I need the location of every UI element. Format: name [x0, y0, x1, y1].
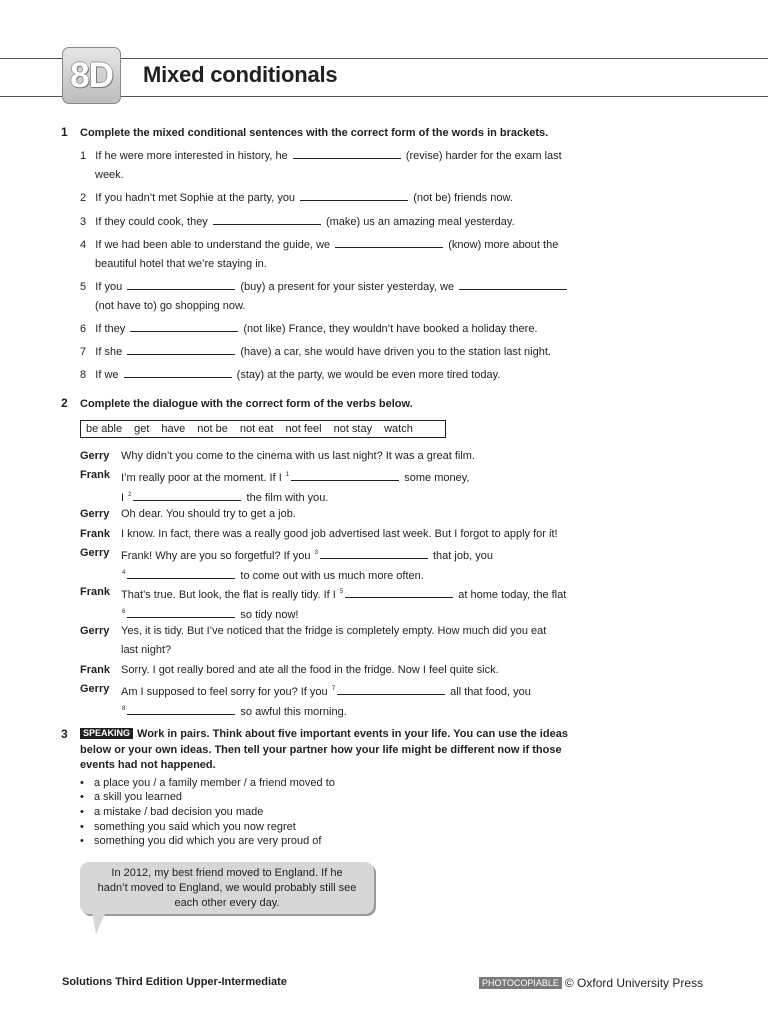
- speech-bubble-tail: [92, 912, 108, 936]
- ex1-item-3: 3 If they could cook, they (make) us an amazing meal yesterday.: [80, 216, 515, 228]
- speaker-gerry: Gerry: [80, 508, 110, 520]
- answer-gap[interactable]: [127, 569, 235, 579]
- speaker-gerry: Gerry: [80, 450, 110, 462]
- ex1-item-1: 1 If he were more interested in history, he (revise) harder for the exam last: [80, 150, 562, 162]
- answer-gap[interactable]: [127, 608, 235, 618]
- speaking-tag: SPEAKING: [80, 728, 133, 739]
- exercise-3-number: 3: [61, 727, 68, 741]
- speaker-frank: Frank: [80, 528, 110, 540]
- ex1-item-1-cont: week.: [95, 169, 124, 181]
- dialogue-line: That’s true. But look, the flat is really tidy. If I $^5$ at home today, the flat: [121, 589, 567, 601]
- dialogue-line: Frank! Why are you so forgetful? If you $^3$ that job, you: [121, 550, 493, 562]
- dialogue-line: $^4$ to come out with us much more often.: [122, 570, 424, 582]
- dialogue-line: I’m really poor at the moment. If I $^1$ some money,: [121, 472, 470, 484]
- exercise-2-number: 2: [61, 396, 68, 410]
- ex1-item-6: 6 If they (not like) France, they wouldn’t have booked a holiday there.: [80, 323, 538, 335]
- speaker-frank: Frank: [80, 469, 110, 481]
- footer-copyright: PHOTOCOPIABLE © Oxford University Press: [479, 976, 703, 990]
- ex1-item-4: 4 If we had been able to understand the guide, we (know) more about the: [80, 239, 559, 251]
- answer-gap[interactable]: [320, 549, 428, 559]
- dialogue-line: Sorry. I got really bored and ate all the food in the fridge. Now I feel quite sick.: [121, 664, 499, 676]
- unit-badge: 8D: [62, 47, 121, 104]
- answer-gap[interactable]: [127, 705, 235, 715]
- answer-gap[interactable]: [133, 491, 241, 501]
- word-option: have: [161, 423, 186, 435]
- dialogue-line: Am I supposed to feel sorry for you? If you $^7$ all that food, you: [121, 686, 531, 698]
- dialogue-line: Oh dear. You should try to get a job.: [121, 508, 296, 520]
- ex1-item-2: 2 If you hadn’t met Sophie at the party, you (not be) friends now.: [80, 192, 513, 204]
- dialogue-line: I know. In fact, there was a really good job advertised last week. But I forgot to apply for it!: [121, 528, 558, 540]
- answer-gap[interactable]: [337, 685, 445, 695]
- exercise-1-number: 1: [61, 125, 68, 139]
- answer-gap[interactable]: [345, 588, 453, 598]
- word-option: get: [134, 423, 150, 435]
- ex1-item-5: 5 If you (buy) a present for your sister yesterday, we: [80, 280, 569, 294]
- speaker-frank: Frank: [80, 664, 110, 676]
- word-option: not be: [197, 423, 228, 435]
- idea-bullet: • a place you / a family member / a friend moved to: [80, 776, 335, 790]
- word-option: not eat: [239, 423, 274, 435]
- ex1-item-8: 8 If we (stay) at the party, we would be even more tired today.: [80, 369, 501, 381]
- speech-bubble-text: In 2012, my best friend moved to England. If he hadn’t moved to England, we would probably still see each other every day.: [97, 867, 357, 909]
- answer-gap[interactable]: [293, 149, 401, 159]
- answer-gap[interactable]: [130, 322, 238, 332]
- dialogue-line: $^6$ so tidy now!: [122, 609, 299, 621]
- exercise-3-instruction-cont: below or your own ideas. Then tell your partner how your life might be different now if those: [80, 744, 562, 756]
- idea-bullet: • a skill you learned: [80, 790, 182, 804]
- answer-gap[interactable]: [335, 238, 443, 248]
- exercise-3-instruction-cont: events had not happened.: [80, 759, 216, 771]
- page-title: Mixed conditionals: [143, 62, 338, 87]
- idea-bullet: • something you said which you now regret: [80, 820, 296, 834]
- dialogue-line: Why didn’t you come to the cinema with us last night? It was a great film.: [121, 450, 475, 462]
- photocopiable-badge: PHOTOCOPIABLE: [479, 977, 562, 989]
- answer-gap[interactable]: [300, 191, 408, 201]
- exercise-2-instruction: Complete the dialogue with the correct form of the verbs below.: [80, 398, 413, 410]
- word-box: [80, 420, 446, 438]
- idea-bullet: • something you did which you are very proud of: [80, 834, 321, 848]
- word-option: be able: [86, 423, 123, 435]
- answer-gap[interactable]: [213, 215, 321, 225]
- dialogue-line: Yes, it is tidy. But I’ve noticed that the fridge is completely empty. How much did you eat: [121, 625, 547, 637]
- word-option: not feel: [285, 423, 322, 435]
- dialogue-line: last night?: [121, 644, 172, 656]
- word-option: not stay: [333, 423, 373, 435]
- ex1-item-4-cont: beautiful hotel that we’re staying in.: [95, 258, 267, 270]
- answer-gap[interactable]: [127, 280, 235, 290]
- word-option: watch: [384, 423, 413, 435]
- speaker-gerry: Gerry: [80, 625, 110, 637]
- answer-gap[interactable]: [291, 471, 399, 481]
- exercise-3-instruction: SPEAKING Work in pairs. Think about five important events in your life. You can use the ideas: [80, 727, 568, 741]
- dialogue-line: I $^2$ the film with you.: [121, 492, 329, 504]
- answer-gap[interactable]: [459, 280, 567, 290]
- answer-gap[interactable]: [127, 345, 235, 355]
- idea-bullet: • a mistake / bad decision you made: [80, 805, 263, 819]
- dialogue-line: $^8$ so awful this morning.: [122, 706, 347, 718]
- footer-book-title: Solutions Third Edition Upper-Intermediate: [62, 976, 287, 988]
- speaker-frank: Frank: [80, 586, 110, 598]
- ex1-item-7: 7 If she (have) a car, she would have driven you to the station last night.: [80, 346, 551, 358]
- exercise-1-instruction: Complete the mixed conditional sentences with the correct form of the words in brackets.: [80, 127, 549, 139]
- ex1-item-5-cont: (not have to) go shopping now.: [95, 300, 246, 312]
- answer-gap[interactable]: [124, 368, 232, 378]
- speaker-gerry: Gerry: [80, 547, 110, 559]
- speaker-gerry: Gerry: [80, 683, 110, 695]
